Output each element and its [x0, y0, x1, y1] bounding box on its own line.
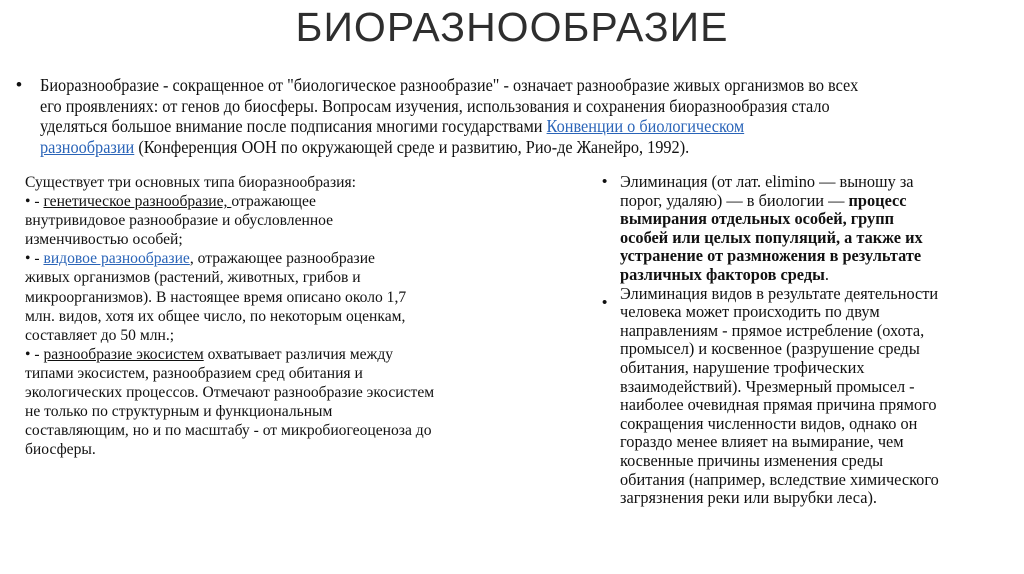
- text-line: [620, 303, 939, 322]
- text-segment: • -: [25, 250, 44, 268]
- bold-text: особей или целых популяций, а также их: [620, 227, 923, 247]
- text-line: [620, 210, 939, 229]
- hyperlink[interactable]: видовое разнообразие: [43, 250, 190, 268]
- biodiversity-types-text: [25, 173, 434, 459]
- text-segment: сокращения численности видов, однако он: [620, 413, 918, 433]
- text-segment: обитания, нарушение трофических: [620, 357, 865, 377]
- bold-text: процесс: [848, 190, 907, 210]
- text-line: [25, 326, 434, 345]
- text-line: [40, 96, 858, 117]
- text-line: [620, 378, 939, 397]
- text-line: [25, 249, 434, 268]
- text-segment: порог, удаляю) — в биологии —: [620, 190, 849, 210]
- text-segment: не только по структурным и функциональным: [25, 403, 333, 421]
- text-segment: (Конференция ООН по окружающей среде и развитию, Рио-де Жанейро, 1992).: [134, 136, 690, 157]
- text-line: [40, 137, 858, 158]
- intro-paragraph: [40, 75, 858, 157]
- underlined-text: генетическое разнообразие,: [43, 193, 232, 211]
- text-line: [25, 364, 434, 383]
- bold-text: вымирания отдельных особей, групп: [620, 209, 895, 229]
- text-segment: гораздо менее влияет на вымирание, чем: [620, 432, 904, 452]
- text-segment: охватывает различия между: [203, 345, 394, 363]
- text-segment: микроорганизмов). В настоящее время описано около 1,7: [25, 288, 407, 306]
- text-line: [25, 288, 434, 307]
- text-line: [25, 402, 434, 421]
- text-segment: • -: [25, 345, 44, 363]
- text-segment: косвенные причины изменения среды: [620, 450, 884, 470]
- text-line: [25, 192, 434, 211]
- bold-text: различных факторов среды: [620, 264, 825, 284]
- text-line: [620, 192, 939, 211]
- bullet-icon: •: [16, 75, 22, 94]
- text-segment: изменчивостью особей;: [25, 231, 183, 249]
- text-segment: биосферы.: [25, 441, 96, 459]
- text-segment: , отражающее разнообразие: [189, 250, 375, 268]
- text-segment: Элиминация видов в результате деятельности: [620, 283, 939, 303]
- text-segment: Элиминация (от лат. elimino — выношу за: [620, 172, 914, 191]
- text-segment: составляющим, но и по масштабу - от микробиогеоценоза до: [25, 422, 432, 440]
- text-segment: живых организмов (растений, животных, грибов и: [25, 269, 361, 287]
- text-segment: экологических процессов. Отмечают разнообразие экосистем: [25, 384, 435, 402]
- text-line: [620, 396, 939, 415]
- text-line: [25, 268, 434, 287]
- text-segment: отражающее: [231, 193, 316, 211]
- text-line: [620, 229, 939, 248]
- text-line: [620, 266, 939, 285]
- text-segment: обитания (например, вследствие химического: [620, 469, 939, 489]
- text-segment: .: [824, 264, 829, 284]
- text-segment: типами экосистем, разнообразием сред обитания и: [25, 364, 363, 382]
- text-line: [25, 230, 434, 249]
- text-line: [25, 440, 434, 459]
- text-line: [620, 489, 939, 508]
- text-line: [620, 433, 939, 452]
- text-line: [620, 247, 939, 266]
- text-line: [25, 421, 434, 440]
- text-line: [40, 116, 858, 137]
- text-line: [40, 75, 858, 96]
- text-segment: уделяться большое внимание после подписания многими государствами: [40, 116, 547, 136]
- text-segment: составляет до 50 млн.;: [25, 326, 175, 344]
- text-segment: промысел) и косвенное (разрушение среды: [620, 339, 920, 359]
- text-line: [620, 340, 939, 359]
- hyperlink[interactable]: Конвенции о биологическом: [546, 116, 745, 136]
- text-segment: внутривидовое разнообразие и обусловленное: [25, 212, 334, 230]
- text-line: [620, 415, 939, 434]
- text-line: [25, 383, 434, 402]
- bullet-icon: •: [602, 294, 608, 311]
- text-line: [25, 307, 434, 326]
- text-segment: • -: [25, 193, 44, 211]
- text-segment: Существует три основных типа биоразнообразия:: [25, 174, 356, 191]
- text-line: [620, 173, 939, 192]
- text-segment: человека может происходить по двум: [620, 302, 880, 322]
- text-line: [25, 211, 434, 230]
- text-segment: взаимодействий). Чрезмерный промысел -: [620, 376, 915, 396]
- text-segment: загрязнения реки или вырубки леса).: [620, 488, 877, 508]
- text-segment: направлениям - прямое истребление (охота,: [620, 320, 925, 340]
- text-line: [25, 173, 434, 192]
- text-line: [620, 471, 939, 490]
- text-line: [620, 359, 939, 378]
- text-line: [620, 322, 939, 341]
- text-segment: млн. видов, хотя их общее число, по некоторым оценкам,: [25, 307, 406, 325]
- text-line: [620, 285, 939, 304]
- elimination-text: [620, 173, 939, 508]
- text-segment: Биоразнообразие - сокращенное от "биологическое разнообразие" - означает разнообразие живых организмов во всех: [40, 75, 859, 95]
- text-line: [620, 452, 939, 471]
- slide-title: БИОРАЗНООБРАЗИЕ: [295, 4, 729, 50]
- hyperlink[interactable]: разнообразии: [40, 136, 135, 157]
- text-segment: его проявлениях: от генов до биосферы. Вопросам изучения, использования и сохранения биоразнообразия стало: [40, 95, 830, 116]
- text-line: [25, 345, 434, 364]
- text-segment: наиболее очевидная прямая причина прямого: [620, 395, 937, 415]
- underlined-text: разнообразие экосистем: [43, 345, 204, 363]
- bold-text: устранение от размножения в результате: [620, 246, 922, 266]
- bullet-icon: •: [602, 173, 608, 190]
